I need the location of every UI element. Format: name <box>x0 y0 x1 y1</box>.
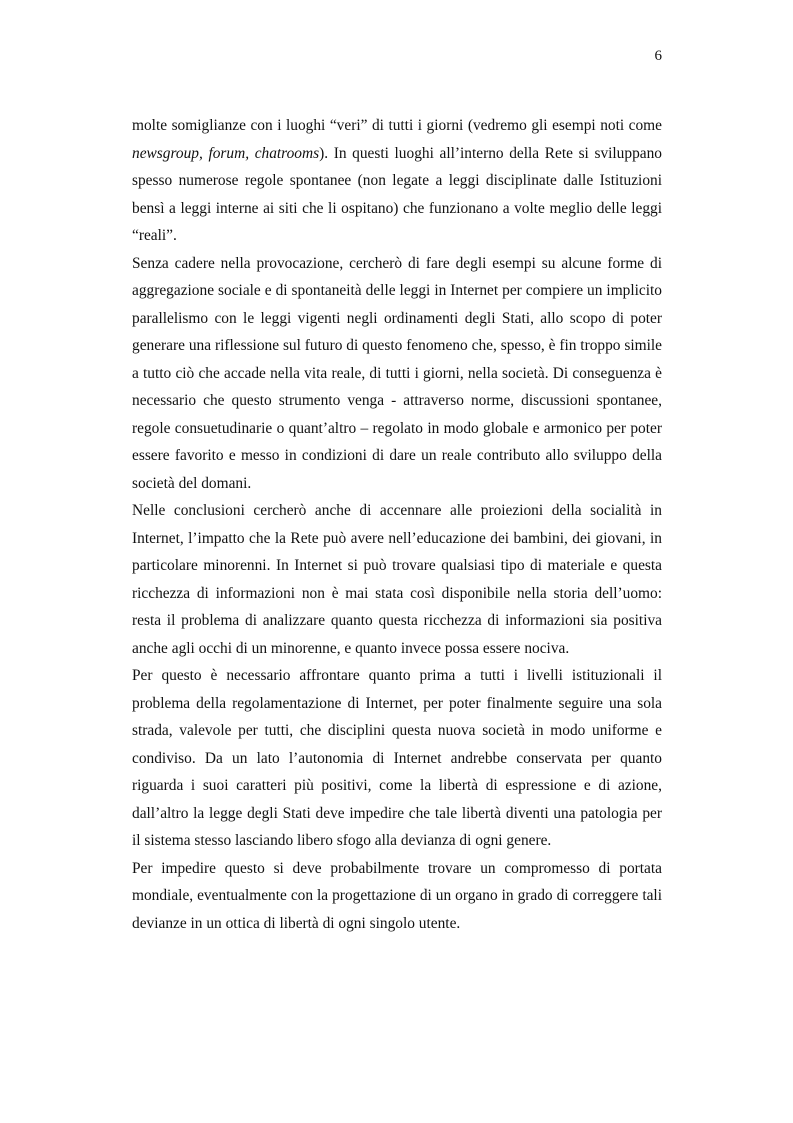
paragraph-4: Per questo è necessario affrontare quanto prima a tutti i livelli istituzionali il problema della regolamentazione di Internet, per poter finalmente seguire una sola strada, valevole per tutti, che disciplini questa nuova società in modo uniforme e condiviso. Da un lato l’autonomia di Internet andrebbe conservata per quanto riguarda i suoi caratteri più positivi, come la libertà di espressione e di azione, dall’altro la legge degli Stati deve impedire che tale libertà diventi una patologia per il sistema stesso lasciando libero sfogo alla devianza di ogni genere. <box>132 667 662 849</box>
paragraph-1-text-start: molte somiglianze con i luoghi “veri” di tutti i giorni (vedremo gli esempi noti come <box>132 117 662 134</box>
document-body <box>132 112 662 937</box>
paragraph-1 <box>132 112 662 250</box>
paragraph-1-italic-terms: newsgroup, forum, chatrooms <box>132 144 320 162</box>
page-number: 6 <box>654 48 662 64</box>
paragraph-2: Senza cadere nella provocazione, cercherò di fare degli esempi su alcune forme di aggregazione sociale e di spontaneità delle leggi in Internet per compiere un implicito parallelismo con le leggi vigenti negli ordinamenti degli Stati, allo scopo di poter generare una riflessione sul futuro di questo fenomeno che, spesso, è fin troppo simile a tutto ciò che accade nella vita reale, di tutti i giorni, nella società. Di conseguenza è necessario che questo strumento venga - attraverso norme, discussioni spontanee, regole consuetudinarie o quant’altro – regolato in modo globale e armonico per poter essere favorito e messo in condizioni di dare un reale contributo allo sviluppo della società del domani. <box>132 254 662 492</box>
paragraph-1-text-end: ). In questi luoghi all’interno della Rete si sviluppano spesso numerose regole spontanee (non legate a leggi disciplinate dalle Istituzioni bensì a leggi interne ai siti che li ospitano) che funzionano a volte meglio delle leggi “reali”. <box>132 144 662 244</box>
paragraph-5: Per impedire questo si deve probabilmente trovare un compromesso di portata mondiale, eventualmente con la progettazione di un organo in grado di correggere tali devianze in un ottica di libertà di ogni singolo utente. <box>132 859 662 932</box>
paragraph-3: Nelle conclusioni cercherò anche di accennare alle proiezioni della socialità in Internet, l’impatto che la Rete può avere nell’educazione dei bambini, dei giovani, in particolare minorenni. In Internet si può trovare qualsiasi tipo di materiale e questa ricchezza di informazioni non è mai stata così disponibile nella storia dell’uomo: resta il problema di analizzare quanto questa ricchezza di informazioni sia positiva anche agli occhi di un minorenne, e quanto invece possa essere nociva. <box>132 502 662 657</box>
